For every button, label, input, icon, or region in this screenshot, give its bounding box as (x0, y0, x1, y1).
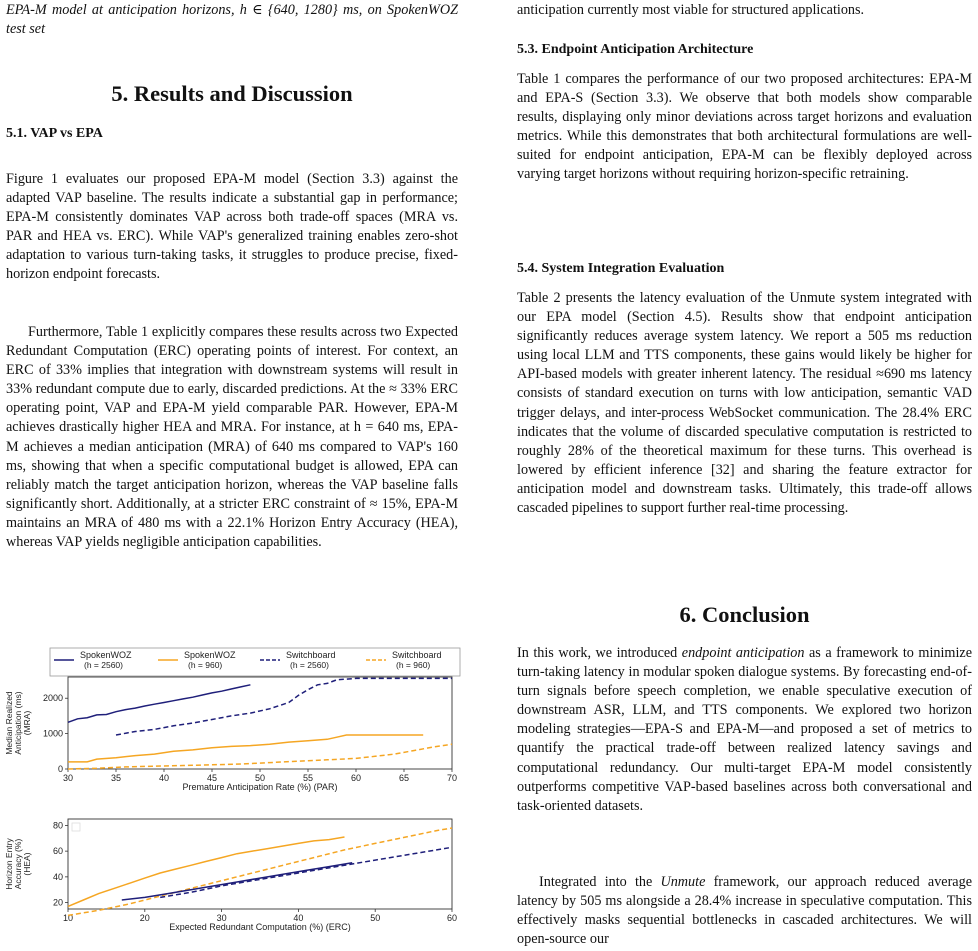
subsection-5-3-title: 5.3. Endpoint Anticipation Architecture (517, 42, 754, 57)
legend-label: SpokenWOZ (184, 650, 236, 660)
figure-1-plots (6, 646, 464, 946)
bottom-plot-area (68, 819, 452, 909)
top-x-tick-label: 40 (158, 773, 170, 783)
legend-label: Switchboard (392, 650, 442, 660)
legend-sublabel: (h = 960) (396, 660, 431, 670)
paragraph-top-tail: anticipation currently most viable for structured applications. (517, 2, 865, 18)
bottom-x-tick-label: 20 (139, 913, 150, 923)
top-y-tick-label: 1000 (42, 728, 63, 739)
bottom-y-tick-label: 60 (52, 846, 63, 857)
section-6-title: 6. Conclusion (679, 602, 810, 627)
bottom-x-tick-label: 60 (446, 913, 458, 923)
top-x-tick-label: 45 (206, 773, 218, 783)
subsection-5-1-title: 5.1. VAP vs EPA (6, 126, 103, 141)
paragraph-6-b (517, 873, 972, 949)
bottom-y-tick-label: 80 (52, 820, 63, 831)
paragraph-5-4: Table 2 presents the latency evaluation of the Unmute system integrated with our EPA model (Section 4.5). Results show that endpoint anticipation significantly reduces average system latency. We report a 505 ms reduction using local LLM and TTS components, these gains would likely be higher for API-based models with greater inherent latency. The residual ≈690 ms latency consists of standard execution on turns with low anticipation, semantic VAD trigger delays, and inter-process WebSocket communication. The 28.4% ERC indicates that the volume of discarded speculative computation is restricted to roughly 28% of the theoretical maximum for these turns. This overhead is lowered by efficient inference [32] and sharing the feature extractor for anticipation model and downstream tasks. Ultimately, this trade-off allows cascaded pipelines to support further real-time processing. (517, 290, 972, 517)
top-y-tick-label: 2000 (42, 693, 63, 704)
paragraph-6-b-text-cont: framework, our approach reduced average latency by 505 ms alongside a 28.4% increase in speculative computation. This effectively masks sequential bottlenecks in cascaded architectures. We will open-source our (517, 874, 972, 948)
bottom-x-tick-label: 30 (216, 913, 227, 923)
section-5-title: 5. Results and Discussion (111, 81, 353, 106)
top-y-axis-label: (MRA) (22, 710, 32, 736)
paragraph-5-3: Table 1 compares the performance of our two proposed architectures: EPA-M and EPA-S (Section 3.3). We observe that both models show comparable results, displaying only minor deviations across target horizons and evaluation metrics. While this demonstrates that both architectural formulations are well-suited for endpoint anticipation, EPA-M can be flexibly deployed across varying target horizons without requiring horizon-specific retraining. (517, 71, 972, 183)
top-x-tick-label: 35 (110, 773, 122, 783)
legend-label: SpokenWOZ (80, 650, 132, 660)
paragraph-6-b-text: Integrated into the (539, 874, 661, 890)
top-x-tick-label: 60 (350, 773, 362, 783)
paragraph-6-a (517, 644, 972, 816)
paragraph-6-a-emphasis: endpoint anticipation (681, 645, 805, 661)
top-x-tick-label: 55 (302, 773, 314, 783)
bottom-x-tick-label: 50 (370, 913, 381, 923)
paragraph-5-1-a: Figure 1 evaluates our proposed EPA-M model (Section 3.3) against the adapted VAP baseline. The results indicate a substantial gap in performance; EPA-M consistently dominates VAP across both trade-off spaces (MRA vs. PAR and HEA vs. ERC). While VAP's generalized training enables zero-shot adaptation to various turn-taking tasks, it struggles to produce precise, fixed-horizon endpoint forecasts. (6, 171, 458, 283)
top-x-tick-label: 70 (446, 773, 458, 783)
top-x-tick-label: 30 (62, 773, 74, 783)
top-plot-area (68, 677, 452, 769)
paragraph-6-a-text-cont: as a framework to minimize turn-taking latency in modular spoken dialogue systems. By forecasting end-of-turn signals before speech completion, we enable speculative execution of downstream ASR, LLM, and TTS components. We explored two horizon modeling strategies—EPA-S and EPA-M—and proposed a set of metrics to quantify the practical trade-off between realized latency savings and computational redundancy. Our multi-target EPA-M model consistently outperforms competitive VAP-based baselines across both conversational and task-oriented datasets. (517, 645, 972, 814)
top-x-tick-label: 65 (398, 773, 410, 783)
bottom-y-axis-label: (HEA) (22, 852, 32, 876)
bottom-legend-placeholder (72, 823, 80, 831)
legend-sublabel: (h = 960) (188, 660, 223, 670)
bottom-x-tick-label: 40 (293, 913, 304, 923)
bottom-y-axis-label: Horizon Entry (4, 838, 14, 890)
top-y-tick-label: 0 (57, 764, 63, 774)
figure-1 (6, 646, 464, 951)
figure-caption-tail: EPA-M model at anticipation horizons, h ∈ {640, 1280} ms, on SpokenWOZ test set (6, 2, 458, 38)
top-x-axis-label: Premature Anticipation Rate (%) (PAR) (182, 782, 338, 792)
bottom-x-axis-label: Expected Redundant Computation (%) (ERC) (169, 922, 351, 932)
legend-sublabel: (h = 2560) (84, 660, 123, 670)
bottom-y-tick-label: 40 (52, 871, 63, 882)
bottom-y-tick-label: 20 (52, 897, 63, 908)
bottom-x-tick-label: 10 (62, 913, 74, 923)
bottom-y-axis-label: Accuracy (%) (13, 838, 23, 890)
paragraph-6-b-emphasis: Unmute (660, 874, 706, 890)
top-y-axis-label: Anticipation (ms) (13, 691, 23, 755)
subsection-5-4-title: 5.4. System Integration Evaluation (517, 261, 725, 276)
legend-sublabel: (h = 2560) (290, 660, 329, 670)
top-y-axis-label: Median Realized (4, 691, 14, 755)
top-x-tick-label: 50 (254, 773, 266, 783)
legend-label: Switchboard (286, 650, 336, 660)
paragraph-5-1-b: Furthermore, Table 1 explicitly compares these results across two Expected Redundant Computation (ERC) operating points of interest. For context, an ERC of 33% implies that integration with downstream systems will result in 33% redundant compute due to early, discarded predictions. At the ≈ 33% ERC operating point, VAP and EPA-M yield comparable PAR. However, EPA-M achieves drastically higher HEA and MRA. For instance, at h = 640 ms, EPA-M achieves a median anticipation (MRA) of 640 ms compared to VAP's 160 ms, showing that when a specific computational budget is allowed, EPA can reliably match the target anticipation horizon, whereas the VAP baseline falls significantly short. Additionally, at a stricter ERC constraint of ≈ 15%, EPA-M maintains an MRA of 480 ms with a 22.1% Horizon Entry Accuracy (HEA), whereas VAP yields negligible anticipation capabilities. (6, 324, 458, 551)
paragraph-6-a-text: In this work, we introduced (517, 645, 682, 661)
